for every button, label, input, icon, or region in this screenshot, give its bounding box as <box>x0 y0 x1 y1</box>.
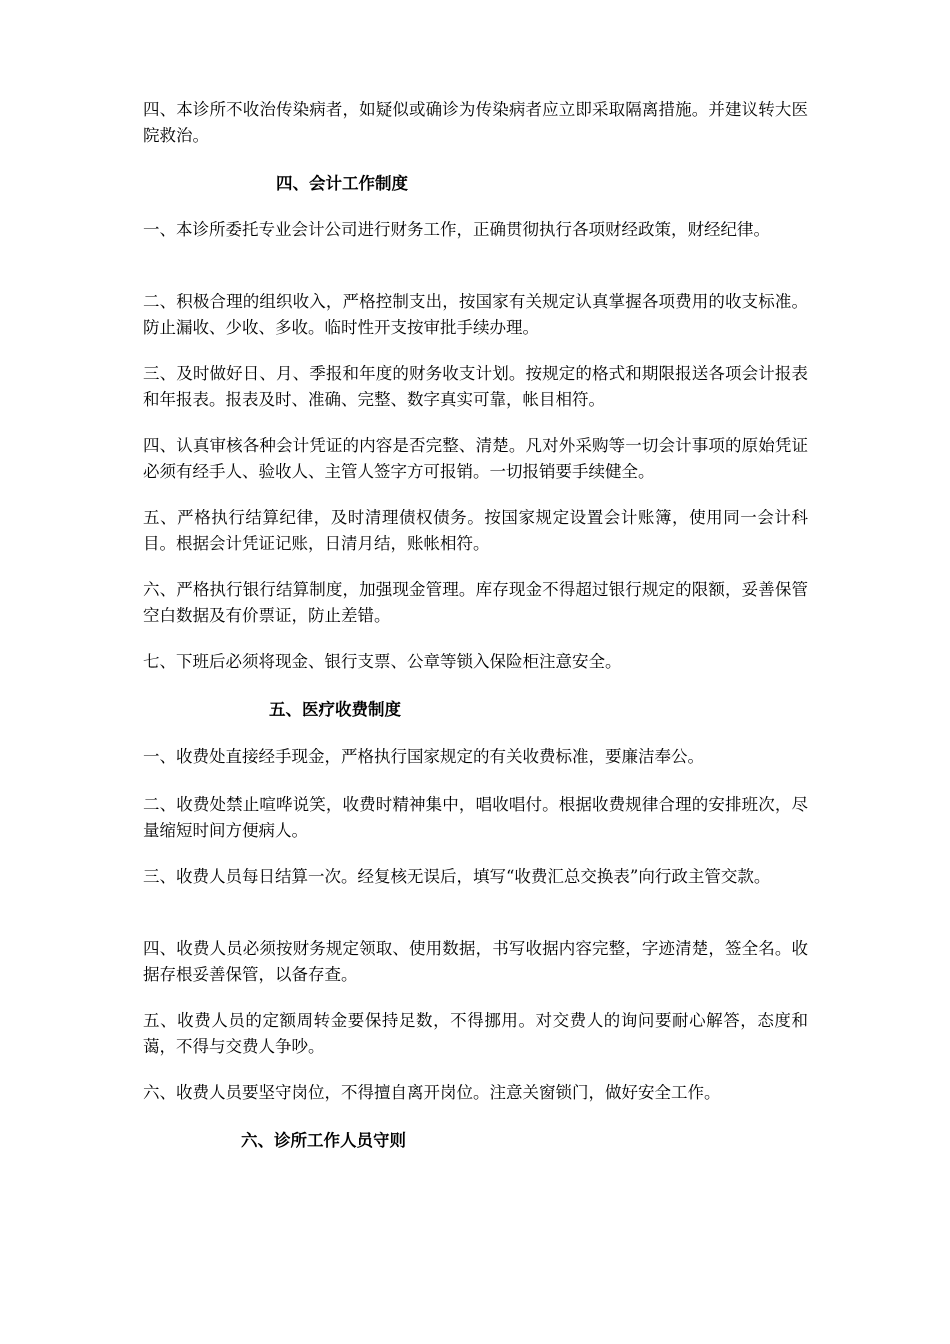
paragraph-fees-1: 一、收费处直接经手现金，严格执行国家规定的有关收费标准，要廉洁奉公。 <box>143 747 704 766</box>
paragraph-no-infectious-disease: 四、本诊所不收治传染病者，如疑似或确诊为传染病者应立即采取隔离措施。并建议转大医院救治。 <box>143 100 808 145</box>
paragraph-accounting-4: 四、认真审核各种会计凭证的内容是否完整、清楚。凡对外采购等一切会计事项的原始凭证必须有经手人、验收人、主管人签字方可报销。一切报销要手续健全。 <box>143 436 808 481</box>
paragraph-accounting-3: 三、及时做好日、月、季报和年度的财务收支计划。按规定的格式和期限报送各项会计报表和年报表。报表及时、准确、完整、数字真实可靠，帐目相符。 <box>143 364 808 409</box>
section-heading-staff-rules: 六、诊所工作人员守则 <box>241 1131 406 1150</box>
paragraph-accounting-2: 二、积极合理的组织收入，严格控制支出，按国家有关规定认真掌握各项费用的收支标准。防止漏收、少收、多收。临时性开支按审批手续办理。 <box>143 292 808 337</box>
paragraph-accounting-6: 六、严格执行银行结算制度，加强现金管理。库存现金不得超过银行规定的限额，妥善保管空白数据及有价票证，防止差错。 <box>143 580 808 625</box>
section-heading-accounting: 四、会计工作制度 <box>276 174 408 193</box>
paragraph-fees-6: 六、收费人员要坚守岗位，不得擅自离开岗位。注意关窗锁门，做好安全工作。 <box>143 1083 721 1102</box>
paragraph-accounting-7: 七、下班后必须将现金、银行支票、公章等锁入保险柜注意安全。 <box>143 652 622 671</box>
paragraph-accounting-1: 一、本诊所委托专业会计公司进行财务工作，正确贯彻执行各项财经政策，财经纪律。 <box>143 220 770 239</box>
paragraph-fees-2: 二、收费处禁止喧哗说笑，收费时精神集中，唱收唱付。根据收费规律合理的安排班次，尽量缩短时间方便病人。 <box>143 795 808 840</box>
paragraph-fees-4: 四、收费人员必须按财务规定领取、使用数据，书写收据内容完整，字迹清楚，签全名。收据存根妥善保管，以备存查。 <box>143 939 808 984</box>
paragraph-fees-3: 三、收费人员每日结算一次。经复核无误后，填写“收费汇总交换表”向行政主管交款。 <box>143 867 771 886</box>
paragraph-accounting-5: 五、严格执行结算纪律，及时清理债权债务。按国家规定设置会计账簿，使用同一会计科目。根据会计凭证记账，日清月结，账帐相符。 <box>143 508 808 553</box>
paragraph-fees-5: 五、收费人员的定额周转金要保持足数，不得挪用。对交费人的询问要耐心解答，态度和蔼，不得与交费人争吵。 <box>143 1011 808 1056</box>
section-heading-fees: 五、医疗收费制度 <box>269 700 401 719</box>
